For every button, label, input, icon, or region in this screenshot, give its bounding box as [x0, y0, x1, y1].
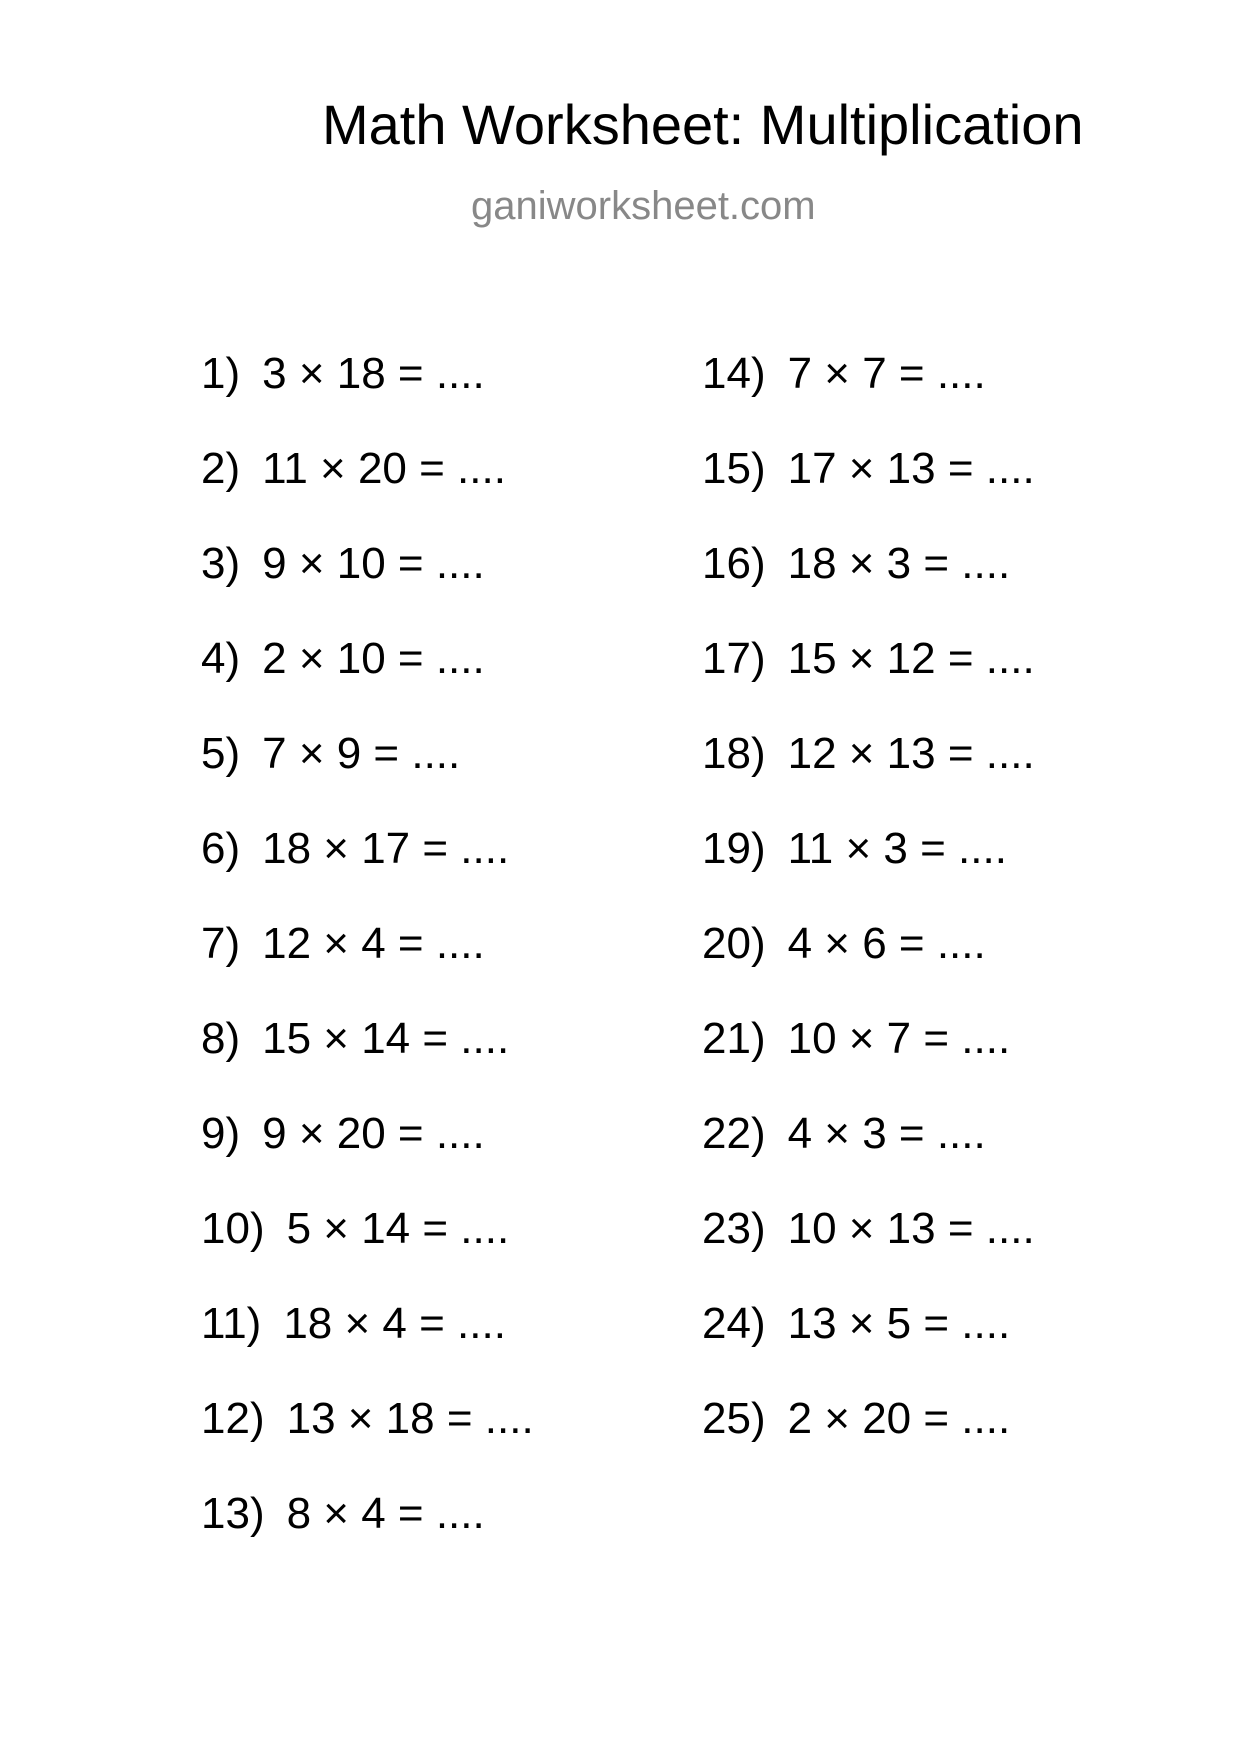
problem-item — [201, 1014, 661, 1112]
problem-expression: 9 × 10 = .... — [262, 539, 485, 588]
problem-number: 14) — [702, 349, 766, 398]
problem-number: 11) — [201, 1299, 262, 1348]
problem-item — [201, 634, 661, 732]
problem-number: 5) — [201, 729, 241, 778]
problem-number: 19) — [702, 824, 766, 873]
problem-expression: 15 × 14 = .... — [262, 1014, 510, 1063]
problem-expression: 10 × 13 = .... — [787, 1204, 1035, 1253]
problem-expression: 18 × 4 = .... — [283, 1299, 506, 1348]
problem-number: 10) — [201, 1204, 265, 1253]
problem-expression: 2 × 20 = .... — [787, 1394, 1011, 1443]
problem-expression: 12 × 13 = .... — [787, 729, 1035, 778]
problem-item — [702, 634, 1162, 732]
problem-number: 18) — [702, 729, 766, 778]
problem-item — [201, 1204, 661, 1302]
problem-number: 12) — [201, 1394, 265, 1443]
problem-item — [201, 1109, 661, 1207]
problem-item — [702, 919, 1162, 1017]
problem-number: 13) — [201, 1489, 265, 1538]
problem-number: 7) — [201, 919, 241, 968]
problem-expression: 10 × 7 = .... — [787, 1014, 1011, 1063]
problem-item — [201, 539, 661, 637]
problem-expression: 7 × 9 = .... — [262, 729, 461, 778]
problem-expression: 11 × 20 = .... — [262, 444, 506, 493]
problem-number: 25) — [702, 1394, 766, 1443]
problem-expression: 15 × 12 = .... — [787, 634, 1035, 683]
problem-expression: 7 × 7 = .... — [787, 349, 986, 398]
problem-item — [201, 349, 661, 447]
problem-number: 16) — [702, 539, 766, 588]
problem-expression: 13 × 18 = .... — [286, 1394, 534, 1443]
problem-number: 17) — [702, 634, 766, 683]
problem-item — [702, 729, 1162, 827]
problem-expression: 13 × 5 = .... — [787, 1299, 1011, 1348]
problem-item — [702, 1394, 1162, 1492]
problem-expression: 17 × 13 = .... — [787, 444, 1035, 493]
problem-item — [702, 539, 1162, 637]
problem-item — [201, 919, 661, 1017]
problem-column-left — [201, 349, 661, 1587]
problem-expression: 5 × 14 = .... — [286, 1204, 510, 1253]
problem-number: 3) — [201, 539, 241, 588]
problem-number: 8) — [201, 1014, 241, 1063]
problem-expression: 18 × 3 = .... — [787, 539, 1011, 588]
problem-item — [201, 824, 661, 922]
problem-expression: 12 × 4 = .... — [262, 919, 485, 968]
problem-number: 9) — [201, 1109, 241, 1158]
problem-item — [201, 1299, 661, 1397]
problem-expression: 8 × 4 = .... — [286, 1489, 485, 1538]
problem-item — [201, 1394, 661, 1492]
problem-item — [201, 1489, 661, 1587]
problem-item — [702, 1299, 1162, 1397]
problem-item — [702, 444, 1162, 542]
worksheet-title: Math Worksheet: Multiplication — [322, 93, 1084, 156]
problem-number: 22) — [702, 1109, 766, 1158]
problem-number: 15) — [702, 444, 766, 493]
problem-item — [702, 1014, 1162, 1112]
problem-expression: 2 × 10 = .... — [262, 634, 485, 683]
problem-expression: 9 × 20 = .... — [262, 1109, 485, 1158]
problem-number: 24) — [702, 1299, 766, 1348]
problem-number: 20) — [702, 919, 766, 968]
problem-expression: 4 × 3 = .... — [787, 1109, 986, 1158]
problem-expression: 18 × 17 = .... — [262, 824, 510, 873]
problem-expression: 4 × 6 = .... — [787, 919, 986, 968]
problem-expression: 11 × 3 = .... — [787, 824, 1007, 873]
problem-number: 2) — [201, 444, 241, 493]
problem-item — [702, 1204, 1162, 1302]
problem-number: 21) — [702, 1014, 766, 1063]
problem-number: 23) — [702, 1204, 766, 1253]
problem-number: 1) — [201, 349, 241, 398]
problem-item — [702, 1109, 1162, 1207]
problem-number: 4) — [201, 634, 241, 683]
problem-column-right — [702, 349, 1162, 1492]
problem-item — [702, 349, 1162, 447]
problem-number: 6) — [201, 824, 241, 873]
problem-expression: 3 × 18 = .... — [262, 349, 485, 398]
worksheet-source: ganiworksheet.com — [471, 184, 816, 228]
problem-item — [702, 824, 1162, 922]
problem-item — [201, 444, 661, 542]
problem-item — [201, 729, 661, 827]
